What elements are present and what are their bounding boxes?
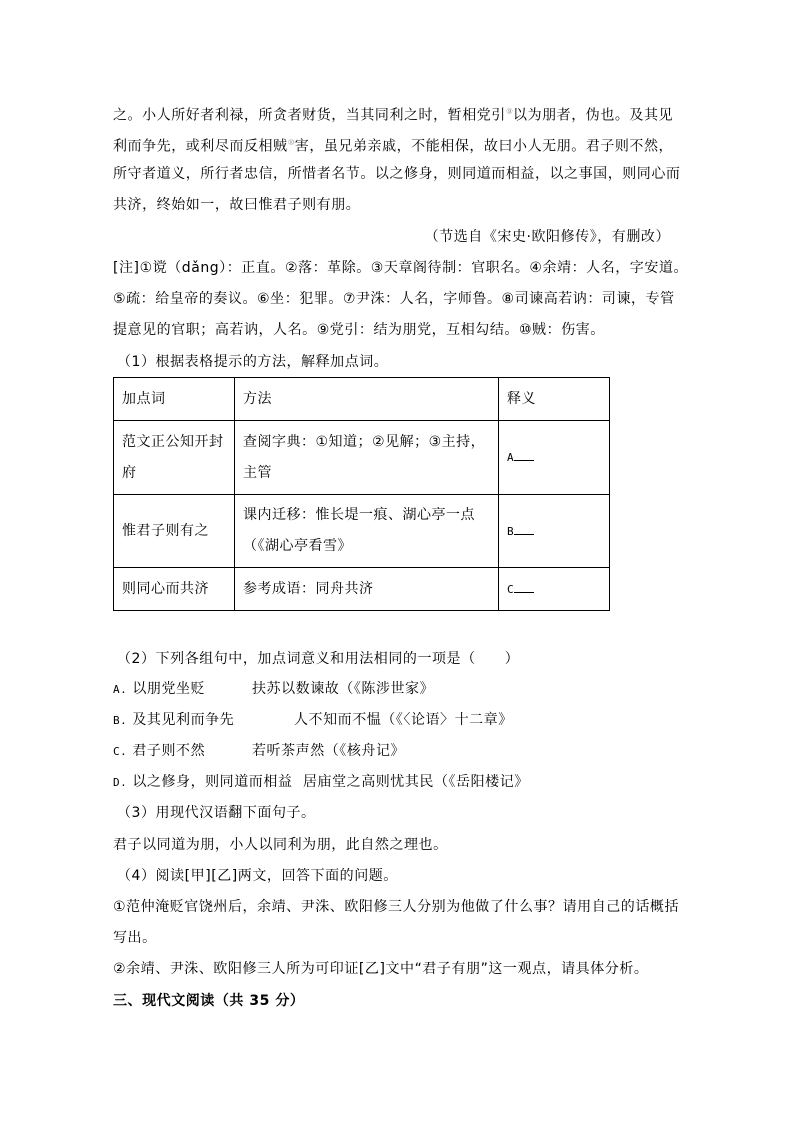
text: （《湖心亭看雪》: [243, 538, 352, 554]
table-header-row: [114, 378, 610, 421]
option-d[interactable]: [113, 773, 673, 792]
method-cell: [235, 421, 499, 495]
word-cell: [114, 421, 235, 495]
answer-blank[interactable]: [514, 591, 534, 593]
header-cell: 加点词: [114, 378, 235, 421]
option-label: B.: [113, 714, 128, 727]
text: 以朋党坐贬: [132, 681, 206, 697]
passage-line: [113, 134, 673, 156]
answer-cell[interactable]: [499, 421, 610, 495]
answer-blank[interactable]: [514, 533, 534, 535]
question-4-sub2: ②余靖、尹洙、欧阳修三人所为可印证[乙]文中“君子有朋”这一观点，请具体分析。: [113, 961, 649, 977]
method-cell: 参考成语：同舟共济: [235, 568, 499, 611]
text: 范文正公知开封: [122, 433, 224, 450]
note-line: 提意见的官职；高若讷，人名。⑨党引：结为朋党，互相勾结。⑩贼：伤害。: [113, 322, 605, 338]
text: 府: [122, 464, 137, 481]
passage-line: 共济，终始如一，故曰惟君子则有朋。: [113, 197, 361, 213]
text: 以之修身，则同道而相益: [132, 774, 293, 790]
option-c[interactable]: [113, 742, 673, 761]
question-4-sub1-cont: 写出。: [113, 930, 157, 946]
question-1-prompt: （1）根据表格提示的方法，解释加点词。: [117, 354, 389, 370]
section-heading: 三、现代文阅读（共 35 分）: [113, 993, 305, 1009]
text: 主管: [243, 464, 272, 481]
source-citation: （节选自《宋史·欧阳修传》，有删改）: [424, 229, 670, 245]
text: 害，虽兄弟亲戚，不能相保，故曰小人无朋。君子则不然，: [294, 138, 674, 155]
header-cell: 释义: [499, 378, 610, 421]
note-line: ⑤疏：给皇帝的奏议。⑥坐：犯罪。⑦尹洙：人名，字师鲁。⑧司谏高若讷：司谏，专管: [113, 291, 675, 307]
text: 若听茶声然（《核舟记》: [252, 743, 406, 759]
option-label: D.: [113, 776, 128, 789]
footnote-marker: ⑨: [505, 107, 514, 116]
option-label: C.: [113, 745, 128, 758]
answer-table: [113, 377, 610, 611]
text: 查阅字典：①知道；②见解；③主持，: [243, 433, 486, 450]
text: 课内迁移：惟长堤一痕、湖心亭一点: [243, 507, 475, 523]
option-b[interactable]: [113, 711, 673, 730]
text: 扶苏以数谏故（《陈涉世家》: [252, 681, 435, 697]
text: 利而争先，或利尽而反相贼: [113, 138, 288, 155]
text: 以为朋者，伪也。及其见: [513, 107, 674, 124]
question-4-sub1: ①范仲淹贬官饶州后，余靖、尹洙、欧阳修三人分别为他做了什么事？请用自己的话概括: [113, 899, 679, 915]
text: 之。小人所好者利禄，所贪者财货，当其同利之时，暂相党引: [113, 107, 506, 124]
passage-line: 所守者道义，所行者忠信，所惜者名节。以之修身，则同道而相益，以之事国，则同心而: [113, 166, 681, 182]
question-2-prompt: （2）下列各组句中，加点词意义和用法相同的一项是（ ）: [117, 651, 520, 667]
answer-blank[interactable]: [514, 459, 534, 461]
word-cell: 则同心而共济: [114, 568, 235, 611]
footnote-marker: ⑩: [287, 138, 295, 147]
table-row: [114, 568, 610, 611]
answer-label: B: [507, 524, 515, 538]
method-cell: [235, 495, 499, 568]
header-cell: 方法: [235, 378, 499, 421]
answer-cell[interactable]: [499, 568, 610, 611]
word-cell: 惟君子则有之: [114, 495, 235, 568]
text: 人不知而不愠（《〈论语〉十二章》: [294, 712, 513, 728]
table-row: [114, 495, 610, 568]
question-4-prompt: （4）阅读[甲][乙]两文，回答下面的问题。: [117, 868, 398, 884]
option-a[interactable]: [113, 680, 673, 699]
note-line: [注]①谠（dǎng）：正直。②落：革除。③天章阁待制：官职名。④余靖：人名，字安道。: [113, 260, 688, 276]
question-3-prompt: （3）用现代汉语翻下面句子。: [117, 805, 316, 821]
text: 居庙堂之高则忧其民（《岳阳楼记》: [303, 774, 529, 790]
answer-cell[interactable]: [499, 495, 610, 568]
answer-label: C: [507, 582, 515, 596]
table-row: [114, 421, 610, 495]
text: 君子则不然: [132, 743, 206, 759]
option-label: A.: [113, 683, 128, 696]
text: 及其见利而争先: [132, 712, 235, 728]
passage-line: [113, 103, 673, 125]
translation-sentence: 君子以同道为朋，小人以同利为朋，此自然之理也。: [113, 837, 448, 853]
answer-label: A: [507, 451, 515, 464]
